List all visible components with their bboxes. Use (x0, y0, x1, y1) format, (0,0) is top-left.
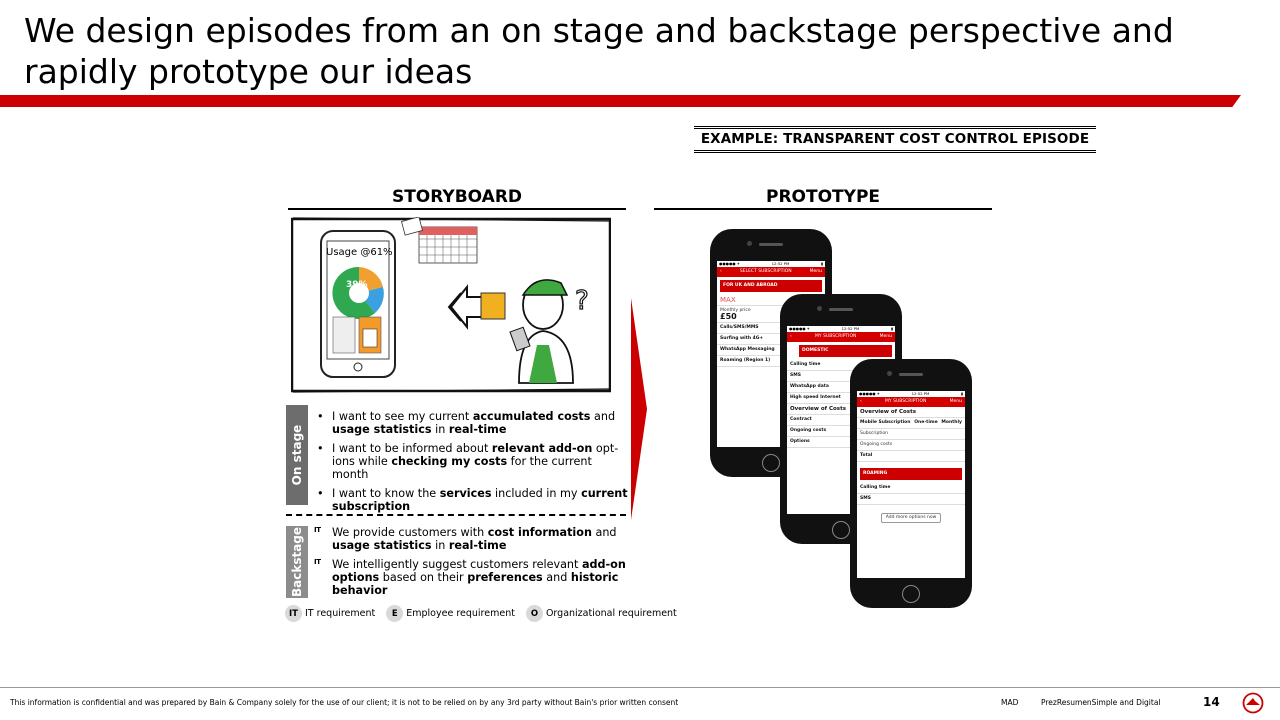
backstage-item-text: We intelligently suggest customers relevant (332, 558, 582, 571)
footer-disclaimer: This information is confidential and was prepared by Bain & Company solely for the use of our client; it is not to be relied on by any 3rd party without Bain's prior written consent (10, 698, 679, 707)
legend-label: Employee requirement (406, 608, 515, 619)
backstage-item-text: and (591, 526, 617, 539)
legend-item (526, 605, 677, 622)
phone-2-title: MY SUBSCRIPTION (815, 334, 857, 339)
phone-1-price-label: Monthly price (720, 308, 751, 313)
on-stage-item-text: I want to know the (332, 487, 440, 500)
backstage-item-emphasis: add-on options (332, 558, 626, 584)
phone-2-row: Calling time (790, 362, 821, 367)
backstage-item-emphasis: historic behavior (332, 571, 619, 597)
on-stage-item-emphasis: relevant add-on (491, 442, 593, 455)
phone-2-section-row: Options (790, 439, 810, 444)
phone-3-row: Subscription (860, 431, 888, 436)
on-stage-item (316, 410, 631, 436)
phone-1-menu: Menu (809, 269, 822, 274)
on-stage-item-text: and (590, 410, 616, 423)
prototype-phone-3 (850, 359, 972, 608)
legend-code-badge: E (386, 605, 403, 622)
phone-1-screen: ●●●●● ✈ 12:52 PM ▮ ‹ SELECT SUBSCRIPTION Menu FOR UK AND ABROAD MAX Monthly price £50 Calls/SMS/MMS Surfing with 4G+ WhatsApp Messaging Roaming (Region 1) (717, 261, 825, 447)
on-stage-item-emphasis: usage statistics (332, 423, 432, 436)
on-stage-item-text: included in my (491, 487, 582, 500)
phone-2-section-row: Contract (790, 417, 812, 422)
bain-logo-icon (1242, 692, 1264, 714)
legend-item (386, 605, 515, 622)
backstage-item-emphasis: cost information (487, 526, 592, 539)
legend-code-badge: O (526, 605, 543, 622)
backstage-label-box (286, 526, 308, 598)
it-requirement-tag: IT (314, 558, 321, 566)
on-stage-item-emphasis: accumulated costs (472, 410, 591, 423)
backstage-item-text: based on their (379, 571, 468, 584)
requirement-legend (285, 605, 688, 622)
phone-2-row: SMS (790, 373, 801, 378)
on-stage-item-text: I want to see my current (332, 410, 473, 423)
backstage-list (314, 526, 632, 603)
legend-label: Organizational requirement (545, 608, 677, 619)
phone-1-row: Calls/SMS/MMS (720, 325, 759, 330)
storyboard-heading: STORYBOARD (288, 187, 626, 210)
on-stage-item-text: in (431, 423, 449, 436)
question-mark-icon: ? (575, 286, 589, 316)
backstage-item-text: in (431, 539, 449, 552)
backstage-item (314, 526, 632, 552)
backstage-item-emphasis: preferences (467, 571, 543, 584)
on-stage-label: On stage (290, 424, 304, 486)
on-stage-item-emphasis: real-time (448, 423, 507, 436)
title-accent-bar (0, 95, 1241, 107)
phone-3-card-row: Calling time (860, 485, 891, 490)
footer-office: MAD (1001, 698, 1019, 707)
legend-code-badge: IT (285, 605, 302, 622)
phone-3-screen: ●●●●● ✈ 12:52 PM ▮ ‹ MY SUBSCRIPTION Menu Overview of Costs Mobile Subscription One-time Monthly Subscription Ongoing costs Total ROAMING Calling time SMS Add more options now (857, 391, 965, 578)
phone-usage-label: Usage @61% (326, 247, 393, 258)
phone-2-section-row: Ongoing costs (790, 428, 827, 433)
red-chevron-arrow (631, 298, 647, 520)
on-stage-item (316, 487, 631, 513)
phone-3-add-options-button[interactable]: Add more options now (881, 513, 941, 523)
phone-1-plan: MAX (720, 296, 736, 304)
alert-box-icon (481, 293, 505, 319)
pie-chart-icon (332, 267, 383, 319)
phone-1-card: FOR UK AND ABROAD (720, 280, 822, 292)
backstage-item-emphasis: usage statistics (332, 539, 432, 552)
on-stage-item-text: I want to be informed about (332, 442, 492, 455)
legend-item (285, 605, 375, 622)
on-stage-item-emphasis: checking my costs (391, 455, 508, 468)
footer-document-name: PrezResumenSimple and Digital (1041, 698, 1161, 707)
footer-divider (0, 687, 1280, 688)
phone-3-col: Monthly (941, 420, 962, 425)
phone-1-row: Surfing with 4G+ (720, 336, 764, 341)
phone-2-row: WhatsApp data (790, 384, 829, 389)
phone-2-section: Overview of Costs (790, 406, 846, 412)
page-number: 14 (1203, 695, 1220, 709)
phone-1-row: Roaming (Region 1) (720, 358, 771, 363)
storyboard-sketch (291, 217, 611, 394)
phone-1-title: SELECT SUBSCRIPTION (739, 269, 792, 274)
backstage-item-emphasis: real-time (448, 539, 507, 552)
phone-1-row: WhatsApp Messaging (720, 347, 775, 352)
backstage-item-text: and (542, 571, 571, 584)
on-stage-item-emphasis: current subscription (332, 487, 628, 513)
on-stage-item-emphasis: services (439, 487, 492, 500)
stage-divider (286, 514, 626, 516)
example-label: EXAMPLE: TRANSPARENT COST CONTROL EPISODE (694, 126, 1096, 153)
backstage-item (314, 558, 632, 597)
backstage-item-text: We provide customers with (332, 526, 488, 539)
slide-title: We design episodes from an on stage and backstage perspective and rapidly prototype our ideas (24, 11, 1174, 91)
on-stage-item-text: opt-ions while (332, 442, 619, 468)
phone-3-card: ROAMING (860, 468, 962, 480)
on-stage-label-box (286, 405, 308, 505)
phone-3-row: Ongoing costs (860, 442, 893, 447)
phone-3-menu: Menu (949, 399, 962, 404)
on-stage-item (316, 442, 631, 481)
prototype-heading: PROTOTYPE (654, 187, 992, 210)
phone-3-col: One-time (914, 420, 938, 425)
phone-3-title: MY SUBSCRIPTION (885, 399, 927, 404)
it-requirement-tag: IT (314, 526, 321, 534)
phone-3-section: Overview of Costs (860, 409, 916, 415)
phone-3-card-row: SMS (860, 496, 871, 501)
phone-2-row: High speed Internet (790, 395, 841, 400)
phone-2-screen: ●●●●● ✈ 12:52 PM ▮ ‹ MY SUBSCRIPTION Menu DOMESTIC Calling time SMS WhatsApp data High speed Internet Overview of Costs Contract Ongoing costs Options (787, 326, 895, 514)
on-stage-item-text: for the current month (332, 455, 592, 481)
phone-1-price: £50 (720, 312, 737, 321)
backstage-label: Backstage (290, 526, 304, 598)
phone-2-card: DOMESTIC (799, 345, 892, 357)
phone-2-menu: Menu (879, 334, 892, 339)
phone-3-col: Mobile Subscription (860, 420, 911, 425)
pie-percent: 39% (346, 280, 368, 290)
legend-label: IT requirement (305, 608, 376, 619)
phone-3-row: Total (860, 453, 873, 458)
on-stage-list (316, 410, 631, 519)
